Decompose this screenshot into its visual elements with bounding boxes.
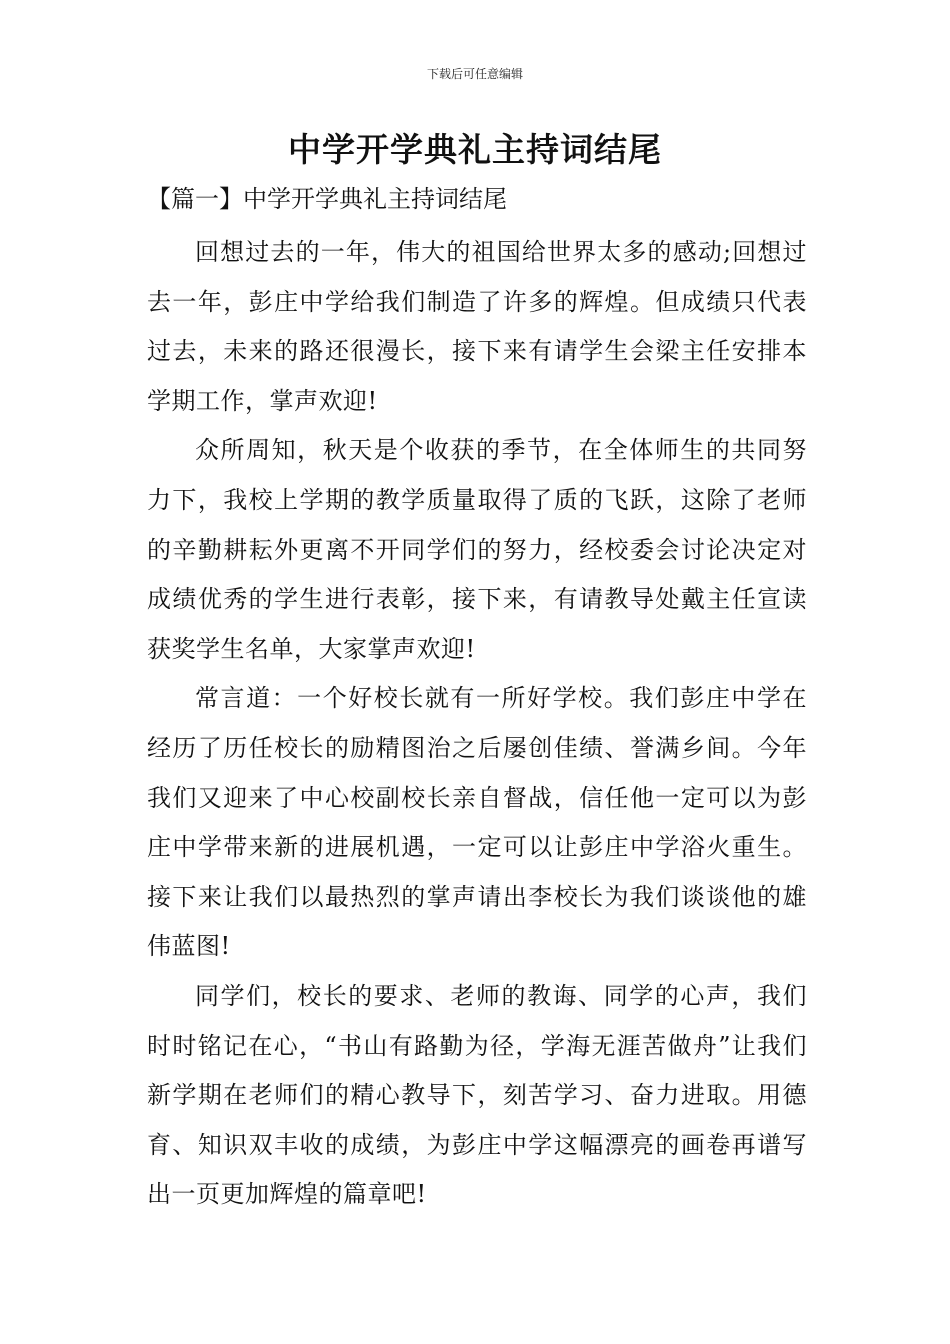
body-paragraph-1: 回想过去的一年，伟大的祖国给世界太多的感动;回想过去一年，彭庄中学给我们制造了许多的辉煌。但成绩只代表过去，未来的路还很漫长，接下来有请学生会梁主任安排本学期工作，掌声欢迎! — [147, 238, 807, 415]
page-header-note: 下载后可任意编辑 — [426, 67, 523, 81]
body-paragraph-4: 同学们，校长的要求、老师的教诲、同学的心声，我们时时铭记在心，“书山有路勤为径，学海无涯苦做舟”让我们新学期在老师们的精心教导下，刻苦学习、奋力进取。用德育、知识双丰收的成绩，为彭庄中学这幅漂亮的画卷再谱写出一页更加辉煌的篇章吧! — [147, 981, 807, 1209]
document-body — [147, 228, 807, 1220]
section-heading: 【篇一】中学开学典礼主持词结尾 — [147, 185, 507, 213]
body-paragraph-2: 众所周知，秋天是个收获的季节，在全体师生的共同努力下，我校上学期的教学质量取得了质的飞跃，这除了老师的辛勤耕耘外更离不开同学们的努力，经校委会讨论决定对成绩优秀的学生进行表彰，接下来，有请教导处戴主任宣读获奖学生名单，大家掌声欢迎! — [147, 436, 807, 663]
document-title: 中学开学典礼主持词结尾 — [288, 130, 662, 169]
body-paragraph-3: 常言道：一个好校长就有一所好学校。我们彭庄中学在经历了历任校长的励精图治之后屡创佳绩、誉满乡间。今年我们又迎来了中心校副校长亲自督战，信任他一定可以为彭庄中学带来新的进展机遇，一定可以让彭庄中学浴火重生。接下来让我们以最热烈的掌声请出李校长为我们谈谈他的雄伟蓝图! — [147, 684, 807, 961]
